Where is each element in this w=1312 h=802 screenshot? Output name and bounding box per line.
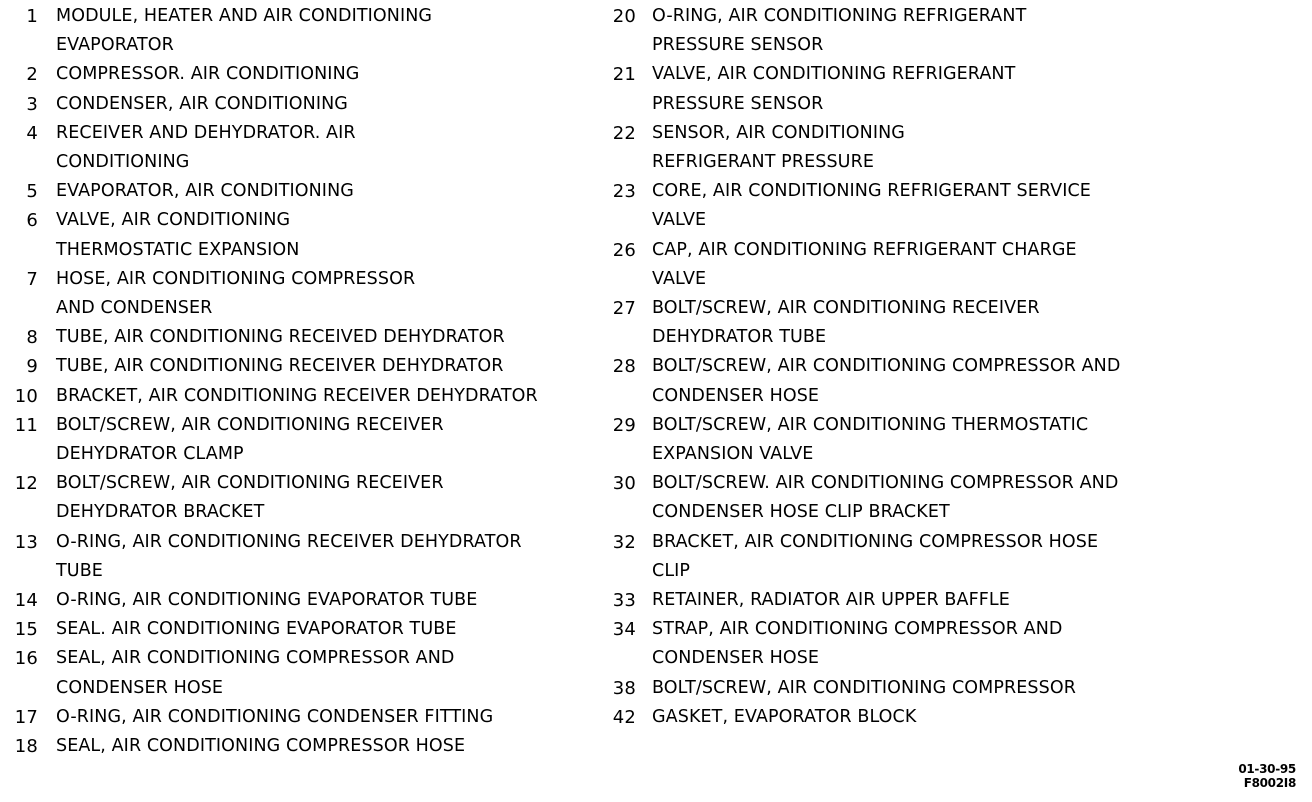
legend-item <box>604 411 1304 469</box>
legend-item <box>604 236 1304 294</box>
legend-item-description <box>652 60 1304 118</box>
legend-item-line: CONDENSER HOSE <box>652 385 820 406</box>
legend-item <box>8 177 598 206</box>
legend-item-line: COMPRESSOR. AIR CONDITIONING <box>56 64 360 85</box>
legend-item-number: 30 <box>612 473 636 495</box>
legend-item-number: 1 <box>26 6 38 27</box>
legend-item <box>8 2 598 60</box>
legend-item-description <box>56 469 598 527</box>
legend-item <box>604 294 1304 352</box>
legend-item-line: VALVE, AIR CONDITIONING <box>56 210 291 231</box>
legend-item <box>604 119 1304 177</box>
legend-item-description <box>652 177 1304 235</box>
legend-item-line: SEAL, AIR CONDITIONING COMPRESSOR HOSE <box>56 736 466 757</box>
legend-item-line: DEHYDRATOR CLAMP <box>56 444 244 465</box>
legend-item-line: BOLT/SCREW, AIR CONDITIONING COMPRESSOR <box>652 677 1076 698</box>
legend-item-description <box>56 206 598 264</box>
legend-item-line: BRACKET, AIR CONDITIONING COMPRESSOR HOSE <box>652 531 1099 552</box>
legend-item <box>604 469 1304 527</box>
legend-item-number: 22 <box>612 122 636 144</box>
legend-item <box>604 2 1304 60</box>
legend-item <box>8 60 598 89</box>
legend-item-number: 16 <box>14 648 38 670</box>
legend-item-number: 11 <box>14 414 38 436</box>
legend-item-line: BOLT/SCREW, AIR CONDITIONING RECEIVER <box>56 414 444 435</box>
legend-item <box>604 586 1304 615</box>
legend-item <box>8 265 598 323</box>
legend-item-line: VALVE, AIR CONDITIONING REFRIGERANT <box>652 64 1016 85</box>
legend-item-number: 4 <box>26 122 38 144</box>
legend-item-description <box>56 60 598 89</box>
legend-item <box>8 119 598 177</box>
legend-item-description <box>56 586 598 615</box>
figure-footer <box>1238 762 1296 790</box>
legend-item-description <box>56 177 598 206</box>
legend-item-line: SENSOR, AIR CONDITIONING <box>652 122 905 143</box>
legend-item-number: 15 <box>14 619 38 641</box>
legend-item-description <box>652 586 1304 615</box>
legend-item-line: VALVE <box>652 210 707 231</box>
legend-item-line: CONDENSER, AIR CONDITIONING <box>56 93 348 114</box>
legend-item <box>8 528 598 586</box>
legend-item-description <box>652 615 1304 673</box>
legend-item-description <box>56 528 598 586</box>
legend-item-number: 14 <box>14 590 38 612</box>
legend-item-line: STRAP, AIR CONDITIONING COMPRESSOR AND <box>652 619 1063 640</box>
legend-item-number: 20 <box>612 6 636 27</box>
legend-left-column <box>8 2 598 761</box>
legend-item-line: VALVE <box>652 268 707 289</box>
legend-item <box>8 411 598 469</box>
legend-item-description <box>56 703 598 732</box>
legend-item-number: 13 <box>14 531 38 553</box>
legend-item-number: 7 <box>26 268 38 290</box>
legend-item-number: 12 <box>14 473 38 495</box>
legend-item-line: BOLT/SCREW. AIR CONDITIONING COMPRESSOR AND <box>652 473 1119 494</box>
legend-item-description <box>652 469 1304 527</box>
legend-item-line: RETAINER, RADIATOR AIR UPPER BAFFLE <box>652 590 1010 611</box>
footer-date: 01-30-95 <box>1238 762 1296 776</box>
legend-item <box>8 90 598 119</box>
legend-item-line: REFRIGERANT PRESSURE <box>652 152 874 173</box>
legend-item <box>8 352 598 381</box>
legend-item-number: 28 <box>612 356 636 378</box>
legend-item-line: CONDENSER HOSE <box>652 648 820 669</box>
legend-item <box>604 674 1304 703</box>
legend-item-description <box>56 411 598 469</box>
legend-item-line: CLIP <box>652 560 691 581</box>
legend-item-number: 29 <box>612 414 636 436</box>
legend-item <box>8 586 598 615</box>
legend-item-description <box>652 674 1304 703</box>
legend-item-number: 10 <box>14 385 38 407</box>
legend-item-line: EXPANSION VALVE <box>652 444 814 465</box>
legend-item-description <box>56 644 598 702</box>
legend-item-line: PRESSURE SENSOR <box>652 93 824 114</box>
legend-item-line: RECEIVER AND DEHYDRATOR. AIR <box>56 122 356 143</box>
legend-item-line: PRESSURE SENSOR <box>652 35 824 56</box>
legend-item-line: BOLT/SCREW, AIR CONDITIONING RECEIVER <box>56 473 444 494</box>
legend-item-description <box>56 382 598 411</box>
legend-item-line: DEHYDRATOR BRACKET <box>56 502 265 523</box>
legend-right-column <box>604 2 1304 732</box>
legend-item-number: 34 <box>612 619 636 641</box>
legend-item-line: BOLT/SCREW, AIR CONDITIONING COMPRESSOR AND <box>652 356 1121 377</box>
legend-item-number: 42 <box>612 706 636 728</box>
legend-item-line: TUBE <box>56 560 103 581</box>
legend-item <box>604 703 1304 732</box>
legend-item-description <box>56 265 598 323</box>
legend-item-number: 32 <box>612 531 636 553</box>
legend-item-line: CONDENSER HOSE <box>56 677 224 698</box>
legend-item <box>604 60 1304 118</box>
legend-item-line: TUBE, AIR CONDITIONING RECEIVER DEHYDRATOR <box>56 356 504 377</box>
legend-item-line: O-RING, AIR CONDITIONING CONDENSER FITTING <box>56 706 494 727</box>
legend-item-number: 18 <box>14 736 38 758</box>
legend-item-line: THERMOSTATIC EXPANSION <box>56 239 300 260</box>
legend-item-description <box>652 528 1304 586</box>
legend-item <box>8 615 598 644</box>
legend-item-number: 26 <box>612 239 636 261</box>
legend-item-line: O-RING, AIR CONDITIONING RECEIVER DEHYDRATOR <box>56 531 522 552</box>
legend-item-line: CORE, AIR CONDITIONING REFRIGERANT SERVICE <box>652 181 1091 202</box>
legend-item <box>604 615 1304 673</box>
legend-item-number: 33 <box>612 590 636 612</box>
legend-item <box>8 644 598 702</box>
legend-item-description <box>652 119 1304 177</box>
legend-item-number: 23 <box>612 181 636 203</box>
legend-item-description <box>652 411 1304 469</box>
legend-item <box>8 703 598 732</box>
legend-item-line: O-RING, AIR CONDITIONING REFRIGERANT <box>652 6 1027 26</box>
legend-item-line: EVAPORATOR <box>56 35 174 56</box>
legend-item-number: 38 <box>612 677 636 699</box>
legend-item-line: CAP, AIR CONDITIONING REFRIGERANT CHARGE <box>652 239 1077 260</box>
legend-item-description <box>652 703 1304 732</box>
legend-item-line: BOLT/SCREW, AIR CONDITIONING RECEIVER <box>652 298 1040 319</box>
legend-item <box>8 382 598 411</box>
legend-item-description <box>652 352 1304 410</box>
legend-item-line: BRACKET, AIR CONDITIONING RECEIVER DEHYDRATOR <box>56 385 538 406</box>
legend-item-description <box>56 615 598 644</box>
legend-item-number: 5 <box>26 181 38 203</box>
legend-item-number: 27 <box>612 298 636 320</box>
legend-item-line: CONDENSER HOSE CLIP BRACKET <box>652 502 950 523</box>
legend-item-line: CONDITIONING <box>56 152 190 173</box>
footer-figure-code: F8002I8 <box>1243 776 1296 790</box>
legend-item-number: 2 <box>26 64 38 86</box>
legend-item-description <box>652 2 1304 60</box>
legend-item <box>604 528 1304 586</box>
legend-item-line: TUBE, AIR CONDITIONING RECEIVED DEHYDRATOR <box>56 327 505 348</box>
legend-item-number: 21 <box>612 64 636 86</box>
legend-item-line: O-RING, AIR CONDITIONING EVAPORATOR TUBE <box>56 590 478 611</box>
legend-item <box>8 732 598 761</box>
legend-item-line: SEAL, AIR CONDITIONING COMPRESSOR AND <box>56 648 455 669</box>
legend-item-description <box>56 119 598 177</box>
legend-item-number: 17 <box>14 706 38 728</box>
legend-item-line: EVAPORATOR, AIR CONDITIONING <box>56 181 354 202</box>
legend-item-number: 3 <box>26 93 38 115</box>
legend-item-description <box>56 732 598 761</box>
legend-item-line: HOSE, AIR CONDITIONING COMPRESSOR <box>56 268 416 289</box>
legend-item-line: MODULE, HEATER AND AIR CONDITIONING <box>56 6 433 26</box>
legend-item-description <box>56 323 598 352</box>
legend-item <box>8 469 598 527</box>
legend-item-line: GASKET, EVAPORATOR BLOCK <box>652 706 917 727</box>
legend-item-description <box>652 294 1304 352</box>
legend-item-number: 9 <box>26 356 38 378</box>
legend-item-description <box>56 90 598 119</box>
legend-item <box>604 352 1304 410</box>
legend-item-description <box>56 352 598 381</box>
legend-item-description <box>56 2 598 60</box>
legend-item-description <box>652 236 1304 294</box>
legend-item-number: 8 <box>26 327 38 349</box>
legend-item <box>8 206 598 264</box>
legend-item-number: 6 <box>26 210 38 232</box>
legend-item-line: SEAL. AIR CONDITIONING EVAPORATOR TUBE <box>56 619 457 640</box>
legend-item-line: AND CONDENSER <box>56 298 213 319</box>
legend-item-line: DEHYDRATOR TUBE <box>652 327 827 348</box>
legend-item <box>604 177 1304 235</box>
legend-item-line: BOLT/SCREW, AIR CONDITIONING THERMOSTATIC <box>652 414 1089 435</box>
legend-item <box>8 323 598 352</box>
